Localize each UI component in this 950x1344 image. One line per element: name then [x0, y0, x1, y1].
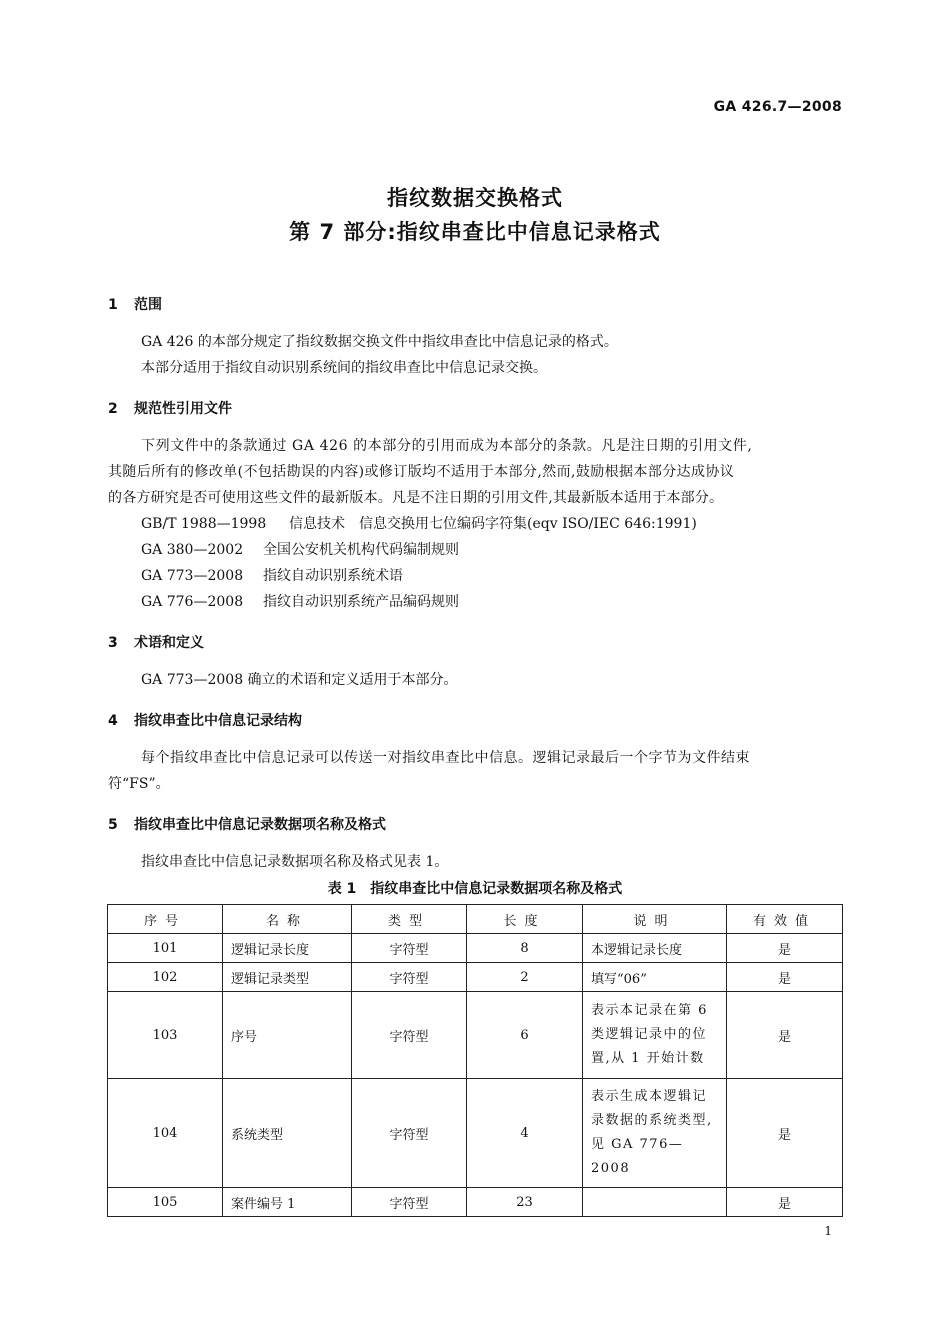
section-number: 3 — [108, 635, 118, 651]
section-number: 5 — [108, 817, 118, 833]
cell-type: 字符型 — [352, 934, 467, 963]
cell-desc: 本逻辑记录长度 — [583, 934, 727, 963]
section-title: 规范性引用文件 — [134, 401, 232, 417]
section-3-heading — [108, 632, 204, 652]
cell-name: 系统类型 — [223, 1079, 352, 1188]
cell-seq: 102 — [108, 963, 223, 992]
table-row — [108, 1079, 843, 1188]
page-number: 1 — [824, 1224, 832, 1238]
cell-name: 序号 — [223, 992, 352, 1079]
cell-type: 字符型 — [352, 963, 467, 992]
cell-length: 2 — [467, 963, 583, 992]
reference-code: GA 380—2002 — [141, 542, 244, 558]
cell-name: 逻辑记录类型 — [223, 963, 352, 992]
table-row — [108, 992, 843, 1079]
cell-desc: 表示本记录在第 6 类逻辑记录中的位置,从 1 开始计数 — [583, 992, 727, 1079]
cell-length: 6 — [467, 992, 583, 1079]
cell-seq: 103 — [108, 992, 223, 1079]
table-row — [108, 1188, 843, 1217]
cell-name: 逻辑记录长度 — [223, 934, 352, 963]
document-subtitle: 第 7 部分:指纹串查比中信息记录格式 — [289, 220, 661, 244]
section-title: 术语和定义 — [134, 635, 204, 651]
cell-valid: 是 — [727, 1188, 843, 1217]
cell-valid: 是 — [727, 934, 843, 963]
cell-desc: 填写“06” — [583, 963, 727, 992]
reference-title: 全国公安机关机构代码编制规则 — [263, 542, 459, 558]
column-header: 有效值 — [727, 905, 843, 934]
cell-desc — [583, 1188, 727, 1217]
section-number: 4 — [108, 713, 118, 729]
reference-code: GA 773—2008 — [141, 568, 244, 584]
reference-code: GA 776—2008 — [141, 594, 244, 610]
cell-valid: 是 — [727, 992, 843, 1079]
section-5-heading — [108, 814, 386, 834]
cell-valid: 是 — [727, 1079, 843, 1188]
cell-valid: 是 — [727, 963, 843, 992]
reference-code: GB/T 1988—1998 — [141, 516, 267, 532]
reference-title: 信息技术 信息交换用七位编码字符集(eqv ISO/IEC 646:1991) — [289, 516, 697, 532]
data-items-table — [107, 904, 843, 1217]
paragraph-line: 每个指纹串查比中信息记录可以传送一对指纹串查比中信息。逻辑记录最后一个字节为文件结束 — [141, 750, 750, 766]
cell-seq: 101 — [108, 934, 223, 963]
reference-item — [141, 511, 697, 537]
table-header-row — [108, 905, 843, 934]
column-header: 长度 — [467, 905, 583, 934]
table-caption: 表 1 指纹串查比中信息记录数据项名称及格式 — [327, 881, 623, 897]
cell-length: 4 — [467, 1079, 583, 1188]
column-header: 说明 — [583, 905, 727, 934]
cell-length: 23 — [467, 1188, 583, 1217]
document-title: 指纹数据交换格式 — [387, 186, 563, 210]
table-row — [108, 934, 843, 963]
section-title: 范围 — [134, 297, 162, 313]
reference-title: 指纹自动识别系统产品编码规则 — [263, 594, 459, 610]
paragraph: GA 773—2008 确立的术语和定义适用于本部分。 — [141, 672, 458, 688]
paragraph-line: 其随后所有的修改单(不包括勘误的内容)或修订版均不适用于本部分,然而,鼓励根据本部分达成协议 — [108, 464, 735, 480]
cell-desc: 表示生成本逻辑记录数据的系统类型,见 GA 776—2008 — [583, 1079, 727, 1188]
paragraph-line: 下列文件中的条款通过 GA 426 的本部分的引用而成为本部分的条款。凡是注日期的引用文件, — [141, 438, 753, 454]
section-4-heading — [108, 710, 302, 730]
section-number: 2 — [108, 401, 118, 417]
table-row — [108, 963, 843, 992]
reference-item — [141, 589, 459, 615]
reference-item — [141, 563, 403, 589]
cell-type: 字符型 — [352, 1188, 467, 1217]
section-number: 1 — [108, 297, 118, 313]
cell-name: 案件编号 1 — [223, 1188, 352, 1217]
paragraph: 指纹串查比中信息记录数据项名称及格式见表 1。 — [141, 854, 449, 870]
cell-length: 8 — [467, 934, 583, 963]
paragraph: GA 426 的本部分规定了指纹数据交换文件中指纹串查比中信息记录的格式。 — [141, 334, 618, 350]
cell-type: 字符型 — [352, 992, 467, 1079]
column-header: 序号 — [108, 905, 223, 934]
cell-seq: 104 — [108, 1079, 223, 1188]
reference-item — [141, 537, 459, 563]
cell-type: 字符型 — [352, 1079, 467, 1188]
section-2-heading — [108, 398, 232, 418]
cell-seq: 105 — [108, 1188, 223, 1217]
column-header: 名称 — [223, 905, 352, 934]
standard-code: GA 426.7—2008 — [713, 99, 842, 115]
section-title: 指纹串查比中信息记录结构 — [134, 713, 302, 729]
column-header: 类型 — [352, 905, 467, 934]
paragraph: 本部分适用于指纹自动识别系统间的指纹串查比中信息记录交换。 — [141, 360, 547, 376]
paragraph-line: 符“FS”。 — [108, 776, 170, 792]
section-title: 指纹串查比中信息记录数据项名称及格式 — [134, 817, 386, 833]
reference-title: 指纹自动识别系统术语 — [263, 568, 403, 584]
section-1-heading — [108, 294, 162, 314]
paragraph-line: 的各方研究是否可使用这些文件的最新版本。凡是不注日期的引用文件,其最新版本适用于本部分。 — [108, 490, 724, 506]
